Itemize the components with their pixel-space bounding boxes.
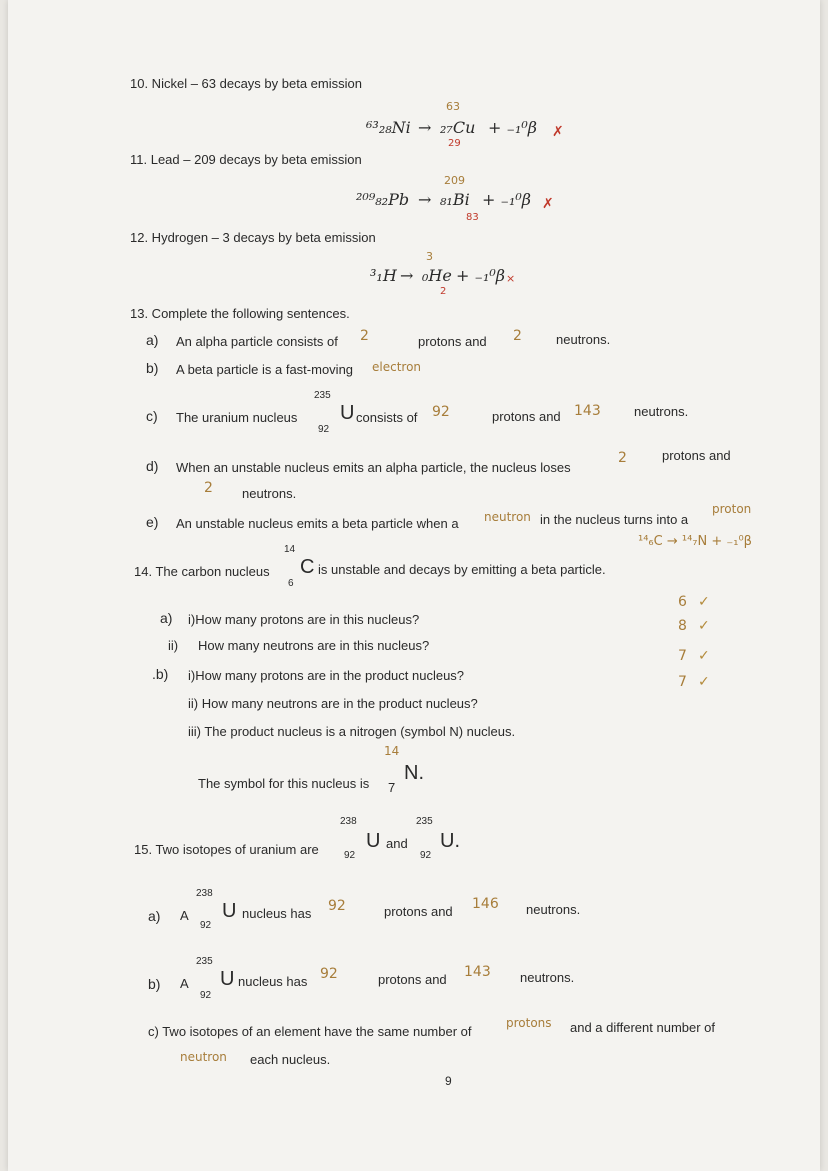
- q15a-atomic: 92: [200, 920, 212, 931]
- q12-reactant: ³₁H: [370, 266, 397, 285]
- q13c-text3: protons and: [492, 409, 561, 424]
- q11-reactant: ²⁰⁹₈₂Pb: [356, 190, 410, 209]
- q13c-text1: The uranium nucleus: [176, 410, 298, 425]
- q15a-symbol: U: [222, 900, 237, 922]
- q14-answer-3: 7: [678, 648, 687, 664]
- q13d-text3: neutrons.: [242, 486, 297, 501]
- q13-title: 13. Complete the following sentences.: [130, 306, 350, 321]
- tick-mark-4: ✓: [698, 674, 710, 690]
- q14-text2: is unstable and decays by emitting a beta particle.: [318, 562, 606, 577]
- q11-text: 11. Lead – 209 decays by beta emission: [130, 152, 362, 167]
- q15b-A: A: [180, 976, 189, 991]
- q15c-fill2: neutron: [180, 1050, 227, 1064]
- q14-mass: 14: [284, 544, 296, 555]
- q10-beta: + ₋₁⁰β: [488, 118, 538, 137]
- q14-symbol-text: The symbol for this nucleus is: [198, 776, 370, 791]
- tick-mark-3: ✓: [698, 648, 710, 664]
- q12-correction: 2: [440, 286, 447, 297]
- q14-symbol-atomic: 7: [388, 780, 396, 795]
- q10-correction: 29: [448, 138, 461, 149]
- q14-answer-2: 8: [678, 618, 687, 634]
- q10-text: 10. Nickel – 63 decays by beta emission: [130, 76, 362, 91]
- q15c-fill1: protons: [506, 1016, 552, 1030]
- q15b-fill1: 92: [320, 966, 338, 982]
- q14a-label: a): [160, 610, 173, 626]
- q15a-text3: neutrons.: [526, 902, 581, 917]
- q13e-fill2: proton: [712, 502, 752, 516]
- q15b-text1: nucleus has: [238, 974, 308, 989]
- q14-atomic: 6: [288, 578, 294, 589]
- q15c-text1: c) Two isotopes of an element have the same number of: [148, 1024, 472, 1039]
- q13a-label: a): [146, 332, 159, 348]
- q13e-text2: in the nucleus turns into a: [540, 512, 689, 527]
- q15b-text3: neutrons.: [520, 970, 575, 985]
- q15-mass-1: 238: [340, 816, 357, 827]
- q13e-fill1: neutron: [484, 510, 531, 524]
- q13c-fill1: 92: [432, 404, 450, 420]
- q14b-ii: ii) How many neutrons are in the product nucleus?: [188, 696, 478, 711]
- q15a-mass: 238: [196, 888, 213, 899]
- q14b-i: i)How many protons are in the product nucleus?: [188, 668, 465, 683]
- q12-text: 12. Hydrogen – 3 decays by beta emission: [130, 230, 376, 245]
- q13d-text2: protons and: [662, 448, 731, 463]
- q15a-A: A: [180, 908, 189, 923]
- q13a-text3: neutrons.: [556, 332, 611, 347]
- tick-mark-1: ✓: [698, 594, 710, 610]
- q12-arrow: →: [400, 266, 414, 285]
- q13c-atomic: 92: [318, 424, 330, 435]
- q13c-text2: consists of: [356, 410, 418, 425]
- q10-product: ₂₇Cu: [440, 118, 476, 137]
- q15a-label: a): [148, 908, 161, 924]
- q11-product-mass: 209: [444, 174, 465, 187]
- q14a-i: i)How many protons are in this nucleus?: [188, 612, 420, 627]
- q14-symbol-letter: N.: [404, 762, 424, 784]
- q12-product: ₀He: [422, 266, 452, 285]
- q11-product: ₈₁Bi: [440, 190, 470, 209]
- q14b-label: .b): [152, 666, 169, 682]
- q11-beta: + ₋₁⁰β: [482, 190, 532, 209]
- q13b-fill1: electron: [372, 360, 422, 374]
- q13c-symbol: U: [340, 402, 355, 424]
- q12-wrong-mark: ×: [506, 272, 516, 285]
- q15b-label: b): [148, 976, 161, 992]
- q13a-fill2: 2: [513, 328, 522, 344]
- q13e-label: e): [146, 514, 159, 530]
- page-number: 9: [445, 1074, 452, 1088]
- q15-symbol-1: U: [366, 830, 381, 852]
- q15b-symbol: U: [220, 968, 235, 990]
- q13a-text1: An alpha particle consists of: [176, 334, 338, 349]
- q13b-label: b): [146, 360, 159, 376]
- q13c-mass: 235: [314, 390, 331, 401]
- q13c-fill2: 143: [574, 403, 601, 419]
- q15a-fill2: 146: [472, 896, 499, 912]
- q15b-text2: protons and: [378, 972, 447, 987]
- q13e-text1: An unstable nucleus emits a beta particle when a: [176, 516, 459, 531]
- q15b-atomic: 92: [200, 990, 212, 1001]
- q10-wrong-mark: ✗: [552, 124, 564, 140]
- q14a-ii: How many neutrons are in this nucleus?: [198, 638, 430, 653]
- q15b-fill2: 143: [464, 964, 491, 980]
- q15c-text2: and a different number of: [570, 1020, 716, 1035]
- q14a-ii-label: ii): [168, 638, 179, 653]
- worksheet-page: [8, 0, 820, 1171]
- q13d-fill2: 2: [204, 480, 213, 496]
- q10-reactant: ⁶³₂₈Ni: [366, 118, 411, 137]
- q15a-fill1: 92: [328, 898, 346, 914]
- q15b-mass: 235: [196, 956, 213, 967]
- q15c-text3: each nucleus.: [250, 1052, 331, 1067]
- q13e-side-note: ¹⁴₆C → ¹⁴₇N + ₋₁⁰β: [638, 534, 752, 549]
- q10-arrow: →: [418, 118, 432, 137]
- q15-symbol-2: U.: [440, 830, 460, 852]
- q15-text: 15. Two isotopes of uranium are: [134, 842, 319, 857]
- q13b-text1: A beta particle is a fast-moving: [176, 362, 354, 377]
- q15-atomic-1: 92: [344, 850, 356, 861]
- q14-answer-4: 7: [678, 674, 687, 690]
- q12-product-mass: 3: [426, 250, 433, 263]
- q11-correction: 83: [466, 212, 479, 223]
- q15a-text2: protons and: [384, 904, 453, 919]
- q14b-iii: iii) The product nucleus is a nitrogen (symbol N) nucleus.: [188, 724, 516, 739]
- q13c-text4: neutrons.: [634, 404, 689, 419]
- q13d-label: d): [146, 458, 159, 474]
- tick-mark-2: ✓: [698, 618, 710, 634]
- q14-symbol: C: [300, 556, 315, 578]
- q13d-text1: When an unstable nucleus emits an alpha particle, the nucleus loses: [176, 460, 571, 475]
- q15a-text1: nucleus has: [242, 906, 312, 921]
- q11-wrong-mark: ✗: [542, 196, 554, 212]
- q13a-text2: protons and: [418, 334, 487, 349]
- q14-symbol-mass: 14: [384, 744, 400, 758]
- q11-arrow: →: [418, 190, 432, 209]
- q10-product-mass: 63: [446, 100, 460, 113]
- q13c-label: c): [146, 408, 158, 424]
- q15-and: and: [386, 836, 408, 851]
- q14-text1: 14. The carbon nucleus: [134, 564, 270, 579]
- q14-answer-1: 6: [678, 594, 687, 610]
- q12-beta: + ₋₁⁰β: [456, 266, 506, 285]
- q13d-fill1: 2: [618, 450, 627, 466]
- q15-atomic-2: 92: [420, 850, 432, 861]
- q15-mass-2: 235: [416, 816, 433, 827]
- q13a-fill1: 2: [360, 328, 369, 344]
